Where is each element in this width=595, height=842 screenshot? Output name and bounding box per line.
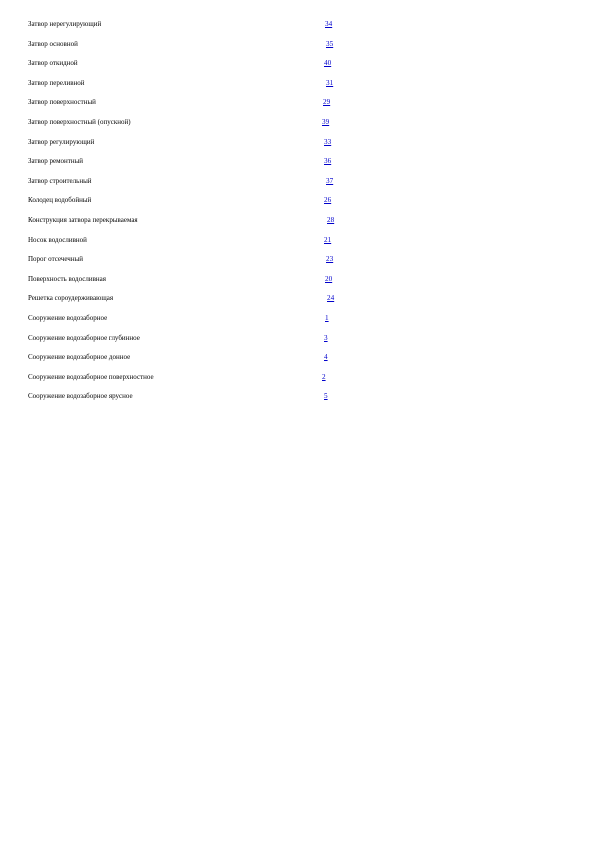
page-number-link[interactable]: 31	[326, 78, 334, 87]
index-term: Затвор строительный	[28, 176, 92, 185]
page-number-link[interactable]: 28	[327, 215, 335, 224]
index-term: Сооружение водозаборное ярусное	[28, 392, 133, 401]
page-number-link[interactable]: 20	[325, 274, 333, 283]
alphabetical-index	[28, 17, 368, 409]
index-term: Затвор основной	[28, 39, 78, 48]
index-term: Решетка сороудерживающая	[28, 294, 114, 303]
index-term: Сооружение водозаборное	[28, 313, 108, 322]
index-entry	[28, 233, 368, 253]
index-term: Колодец водобойный	[28, 196, 92, 205]
index-term: Сооружение водозаборное глубинное	[28, 333, 140, 342]
page-number-link[interactable]: 35	[326, 39, 334, 48]
index-entry	[28, 193, 368, 213]
page-number-link[interactable]: 37	[326, 176, 334, 185]
page-number-link[interactable]: 3	[324, 333, 328, 342]
page-number-link[interactable]: 21	[324, 235, 332, 244]
index-term: Затвор поверхностный	[28, 98, 96, 107]
index-entry	[28, 389, 368, 409]
index-term: Затвор поверхностный (опускной)	[28, 117, 131, 126]
index-term: Затвор ремонтный	[28, 157, 84, 166]
index-term: Затвор откидной	[28, 59, 78, 68]
index-entry	[28, 291, 368, 311]
page-number-link[interactable]: 5	[324, 392, 328, 401]
index-term: Затвор переливной	[28, 78, 85, 87]
index-term: Затвор нерегулирующий	[28, 20, 102, 28]
index-entry	[28, 56, 368, 76]
page-number-link[interactable]: 34	[325, 20, 333, 28]
index-entry	[28, 95, 368, 115]
index-entry	[28, 76, 368, 96]
index-term: Порог отсечечный	[28, 255, 84, 264]
index-term: Сооружение водозаборное поверхностное	[28, 372, 154, 381]
page-number-link[interactable]: 4	[324, 353, 328, 362]
index-entry	[28, 135, 368, 155]
index-entry	[28, 272, 368, 292]
index-entry	[28, 331, 368, 351]
index-entry	[28, 370, 368, 390]
page-number-link[interactable]: 29	[323, 98, 331, 107]
page-number-link[interactable]: 40	[324, 59, 332, 68]
page-number-link[interactable]: 1	[325, 313, 329, 322]
index-entry	[28, 311, 368, 331]
index-term: Поверхность водосливная	[28, 274, 106, 283]
index-entry	[28, 213, 368, 233]
page-number-link[interactable]: 33	[324, 137, 332, 146]
index-entry	[28, 350, 368, 370]
index-term: Носок водосливной	[28, 235, 87, 244]
page-number-link[interactable]: 39	[322, 117, 330, 126]
page-number-link[interactable]: 23	[326, 255, 334, 264]
page-number-link[interactable]: 36	[324, 157, 332, 166]
index-entry	[28, 252, 368, 272]
index-entry	[28, 174, 368, 194]
index-term: Сооружение водозаборное донное	[28, 353, 131, 362]
index-term: Конструкция затвора перекрываемая	[28, 215, 138, 224]
index-entry	[28, 115, 368, 135]
index-entry	[28, 17, 368, 37]
page-number-link[interactable]: 26	[324, 196, 332, 205]
index-entry	[28, 154, 368, 174]
index-term: Затвор регулирующий	[28, 137, 95, 146]
index-entry	[28, 37, 368, 57]
page-number-link[interactable]: 2	[322, 372, 326, 381]
page-number-link[interactable]: 24	[327, 294, 335, 303]
